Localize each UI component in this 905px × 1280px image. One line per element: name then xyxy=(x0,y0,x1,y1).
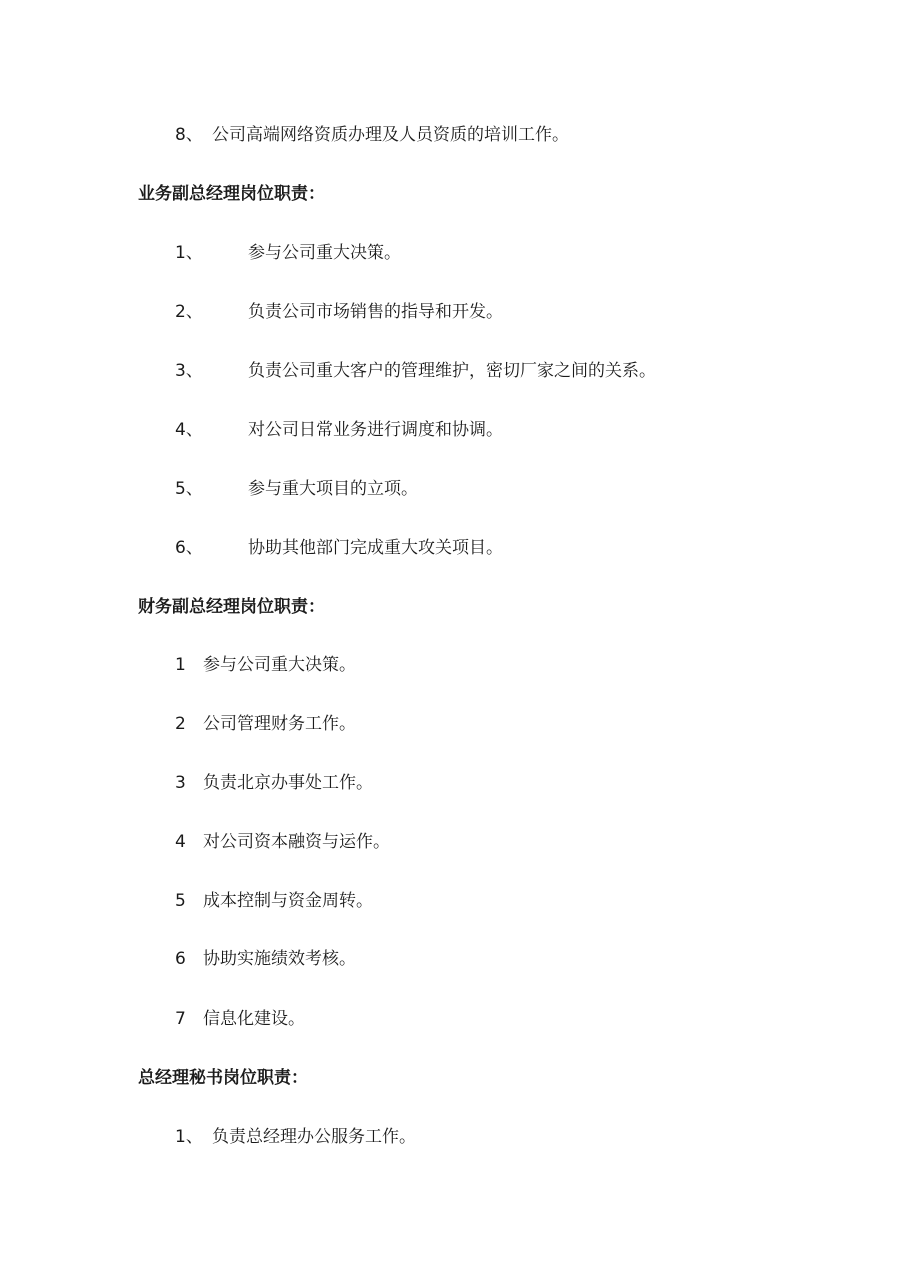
item-number: 8、 xyxy=(175,125,203,145)
item-text: 参与公司重大决策。 xyxy=(203,655,356,675)
item-number: 6 xyxy=(175,949,186,969)
item-number: 4、 xyxy=(175,420,203,440)
item-number: 5、 xyxy=(175,479,203,499)
item-number: 1、 xyxy=(175,243,203,263)
item-text: 公司高端网络资质办理及人员资质的培训工作。 xyxy=(212,125,569,145)
item-number: 7 xyxy=(175,1009,186,1029)
item-number: 6、 xyxy=(175,538,203,558)
item-text: 对公司日常业务进行调度和协调。 xyxy=(248,420,503,440)
section-heading: 业务副总经理岗位职责： xyxy=(138,184,325,204)
item-text: 协助其他部门完成重大攻关项目。 xyxy=(248,538,503,558)
item-text: 信息化建设。 xyxy=(203,1009,305,1029)
item-text: 成本控制与资金周转。 xyxy=(203,891,373,911)
item-text: 公司管理财务工作。 xyxy=(203,714,356,734)
item-number: 5 xyxy=(175,891,186,911)
item-text: 负责总经理办公服务工作。 xyxy=(212,1127,416,1147)
item-text: 协助实施绩效考核。 xyxy=(203,949,356,969)
item-text: 对公司资本融资与运作。 xyxy=(203,832,390,852)
item-text: 参与公司重大决策。 xyxy=(248,243,401,263)
item-number: 3、 xyxy=(175,361,203,381)
item-text: 负责公司重大客户的管理维护，密切厂家之间的关系。 xyxy=(248,361,656,381)
item-text: 负责北京办事处工作。 xyxy=(203,773,373,793)
item-number: 2 xyxy=(175,714,186,734)
item-number: 1 xyxy=(175,655,186,675)
item-text: 参与重大项目的立项。 xyxy=(248,479,418,499)
item-number: 3 xyxy=(175,773,186,793)
item-number: 2、 xyxy=(175,302,203,322)
item-number: 1、 xyxy=(175,1127,203,1147)
item-text: 负责公司市场销售的指导和开发。 xyxy=(248,302,503,322)
item-number: 4 xyxy=(175,832,186,852)
section-heading: 财务副总经理岗位职责： xyxy=(138,597,325,617)
section-heading: 总经理秘书岗位职责： xyxy=(138,1068,308,1088)
